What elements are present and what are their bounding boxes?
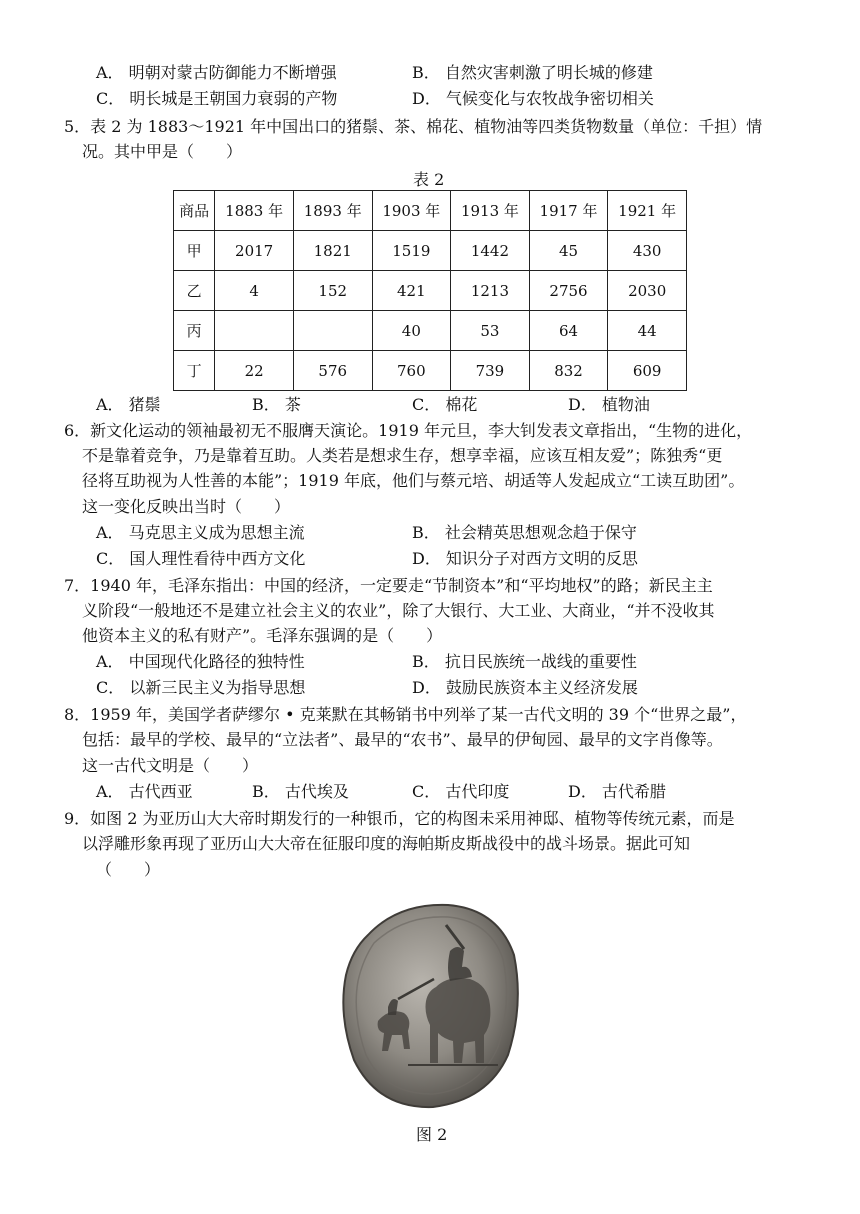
export-table <box>173 190 687 391</box>
q7-stem-line1: 7．1940 年，毛泽东指出：中国的经济，一定要走“节制资本”和“平均地权”的路；新民主主 <box>64 576 713 595</box>
table-cell: 乙 <box>174 271 215 311</box>
q5-option-b: B． 茶 <box>252 395 301 414</box>
q6-option-a: A． 马克思主义成为思想主流 <box>96 523 305 542</box>
table-cell: 丙 <box>174 311 215 351</box>
table-cell: 4 <box>215 271 294 311</box>
q7-option-d: D． 鼓励民族资本主义经济发展 <box>412 678 638 697</box>
table-cell <box>293 311 372 351</box>
q8-option-c: C． 古代印度 <box>412 782 510 801</box>
table-cell: 739 <box>451 351 530 391</box>
table-cell: 1442 <box>451 231 530 271</box>
table-header-cell: 商品 <box>174 191 215 231</box>
table-cell: 832 <box>529 351 608 391</box>
q6-stem-line4: 这一变化反映出当时（ ） <box>82 497 291 516</box>
q5-option-a: A． 猪鬃 <box>96 395 161 414</box>
q5-stem-line1: 5．表 2 为 1883～1921 年中国出口的猪鬃、茶、棉花、植物油等四类货物数量（单位：千担）情 <box>64 117 763 136</box>
table-cell: 1821 <box>293 231 372 271</box>
q4-option-c: C． 明长城是王朝国力衰弱的产物 <box>96 89 338 108</box>
q6-stem-line2: 不是靠着竞争，乃是靠着互助。人类若是想求生存，想享幸福，应该互相友爱”；陈独秀“更 <box>82 446 723 465</box>
q7-option-b: B． 抗日民族统一战线的重要性 <box>412 652 637 671</box>
q4-option-d: D． 气候变化与农牧战争密切相关 <box>412 89 654 108</box>
table-cell: 53 <box>451 311 530 351</box>
table-header-cell: 1917 年 <box>529 191 608 231</box>
table-cell: 760 <box>372 351 451 391</box>
q6-option-b: B． 社会精英思想观念趋于保守 <box>412 523 637 542</box>
table-cell: 44 <box>608 311 687 351</box>
q7-option-c: C． 以新三民主义为指导思想 <box>96 678 306 697</box>
table-row <box>174 351 687 391</box>
q8-stem-line3: 这一古代文明是（ ） <box>82 756 259 775</box>
q4-option-b: B． 自然灾害刺激了明长城的修建 <box>412 63 653 82</box>
q9-stem-line1: 9．如图 2 为亚历山大大帝时期发行的一种银币，它的构图未采用神邸、植物等传统元素，而是 <box>64 809 735 828</box>
coin-illustration <box>338 895 522 1113</box>
table-cell: 40 <box>372 311 451 351</box>
table-cell: 2756 <box>529 271 608 311</box>
table-cell: 22 <box>215 351 294 391</box>
figure-caption: 图 2 <box>416 1125 448 1144</box>
q8-option-a: A． 古代西亚 <box>96 782 193 801</box>
table-header-row <box>174 191 687 231</box>
table-cell: 2030 <box>608 271 687 311</box>
q9-stem-line3: （ ） <box>96 860 161 879</box>
table-row <box>174 231 687 271</box>
q8-option-b: B． 古代埃及 <box>252 782 349 801</box>
table-header-cell: 1913 年 <box>451 191 530 231</box>
q6-option-d: D． 知识分子对西方文明的反思 <box>412 549 638 568</box>
table-cell: 64 <box>529 311 608 351</box>
table-cell: 430 <box>608 231 687 271</box>
table-cell: 1213 <box>451 271 530 311</box>
q9-stem-line2: 以浮雕形象再现了亚历山大大帝在征服印度的海帕斯皮斯战役中的战斗场景。据此可知 <box>82 834 691 853</box>
q5-option-d: D． 植物油 <box>568 395 650 414</box>
table-row <box>174 311 687 351</box>
table-cell: 576 <box>293 351 372 391</box>
q6-stem-line3: 径将互助视为人性善的本能”；1919 年底，他们与蔡元培、胡适等人发起成立“工读互助团”。 <box>82 471 745 490</box>
q7-option-a: A． 中国现代化路径的独特性 <box>96 652 305 671</box>
table-cell: 2017 <box>215 231 294 271</box>
q5-option-c: C． 棉花 <box>412 395 478 414</box>
table-header-cell: 1903 年 <box>372 191 451 231</box>
table-cell: 421 <box>372 271 451 311</box>
silver-coin-image <box>338 895 522 1113</box>
q7-stem-line2: 义阶段“一般地还不是建立社会主义的农业”，除了大银行、大工业、大商业，“并不没收其 <box>82 601 715 620</box>
table-cell: 45 <box>529 231 608 271</box>
q8-stem-line1: 8．1959 年，美国学者萨缪尔 • 克莱默在其畅销书中列举了某一古代文明的 39 个“世界之最”， <box>64 705 747 724</box>
q6-stem-line1: 6．新文化运动的领袖最初无不服膺天演论。1919 年元旦，李大钊发表文章指出，“生物的进化， <box>64 421 753 440</box>
q5-table-title: 表 2 <box>413 170 445 189</box>
table-cell: 1519 <box>372 231 451 271</box>
table-header-cell: 1921 年 <box>608 191 687 231</box>
table-cell <box>215 311 294 351</box>
table-cell: 152 <box>293 271 372 311</box>
q4-option-a: A． 明朝对蒙古防御能力不断增强 <box>96 63 337 82</box>
q7-stem-line3: 他资本主义的私有财产”。毛泽东强调的是（ ） <box>82 626 443 645</box>
table-cell: 609 <box>608 351 687 391</box>
table-cell: 丁 <box>174 351 215 391</box>
table-header-cell: 1893 年 <box>293 191 372 231</box>
table-header-cell: 1883 年 <box>215 191 294 231</box>
table-row <box>174 271 687 311</box>
q5-stem-line2: 况。其中甲是（ ） <box>82 142 243 161</box>
table-cell: 甲 <box>174 231 215 271</box>
q8-option-d: D． 古代希腊 <box>568 782 666 801</box>
q8-stem-line2: 包括：最早的学校、最早的“立法者”、最早的“农书”、最早的伊甸园、最早的文字肖像等。 <box>82 730 723 749</box>
q6-option-c: C． 国人理性看待中西方文化 <box>96 549 306 568</box>
